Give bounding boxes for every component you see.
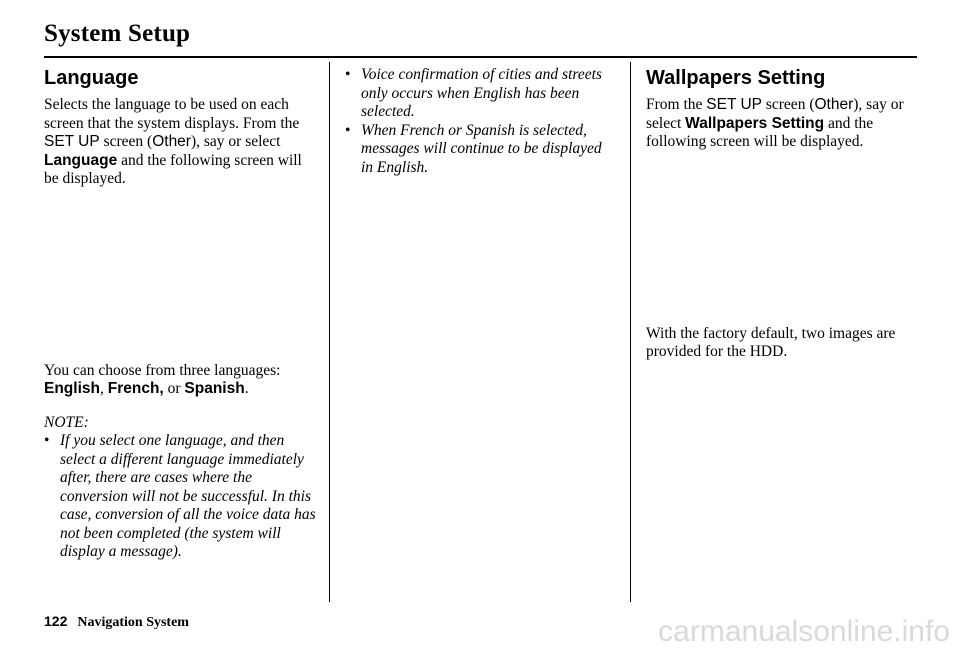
- list-item: • If you select one language, and then select a different language immediately after, there are cases where the conversion will not be successful. In this case, conversion of all the voice data has not been completed (the system will display a message).: [44, 432, 316, 560]
- factory-default-paragraph: With the factory default, two images are provided for the HDD.: [646, 324, 896, 360]
- note-list-continued: [345, 66, 617, 177]
- middle-column: [345, 66, 617, 177]
- wallpapers-command: Wallpapers Setting: [685, 114, 825, 132]
- spanish-option: Spanish: [184, 380, 245, 397]
- setup-screen-name: SET UP: [44, 133, 100, 150]
- french-option: French,: [107, 380, 164, 397]
- languages-paragraph: You can choose from three languages: English, French, or Spanish.: [44, 361, 281, 397]
- language-heading: Language: [44, 67, 139, 89]
- page-number: 122: [44, 613, 68, 629]
- left-column: [44, 66, 316, 562]
- right-column: [646, 66, 918, 362]
- bullet: •: [44, 432, 50, 449]
- setup-screen-name: SET UP: [706, 96, 762, 113]
- bullet: •: [345, 66, 351, 83]
- watermark: carmanualsonline.info: [658, 615, 950, 648]
- column-divider-1: [329, 62, 330, 602]
- wallpapers-intro-paragraph: From the SET UP screen (Other), say or select Wallpapers Setting and the following screen will be displayed.: [646, 96, 904, 150]
- english-option: English: [44, 380, 100, 397]
- header-rule: [44, 56, 917, 58]
- wallpapers-heading: Wallpapers Setting: [646, 67, 826, 89]
- column-divider-2: [630, 62, 631, 602]
- language-command: Language: [44, 151, 118, 169]
- note-list: [44, 432, 316, 562]
- footer: [44, 613, 189, 631]
- language-intro-paragraph: Selects the language to be used on each screen that the system displays. From the SET UP screen (Other), say or select Language and the following screen will be displayed.: [44, 96, 302, 187]
- note-label: NOTE:: [44, 413, 89, 431]
- list-item: • When French or Spanish is selected, messages will continue to be displayed in English.: [345, 121, 602, 176]
- other-screen-name: Other: [814, 96, 854, 113]
- bullet: •: [345, 121, 351, 139]
- list-item: • Voice confirmation of cities and streets only occurs when English has been selected.: [345, 66, 602, 120]
- other-screen-name: Other: [152, 133, 191, 150]
- page-title: System Setup: [44, 20, 191, 47]
- footer-section: Navigation System: [77, 615, 189, 630]
